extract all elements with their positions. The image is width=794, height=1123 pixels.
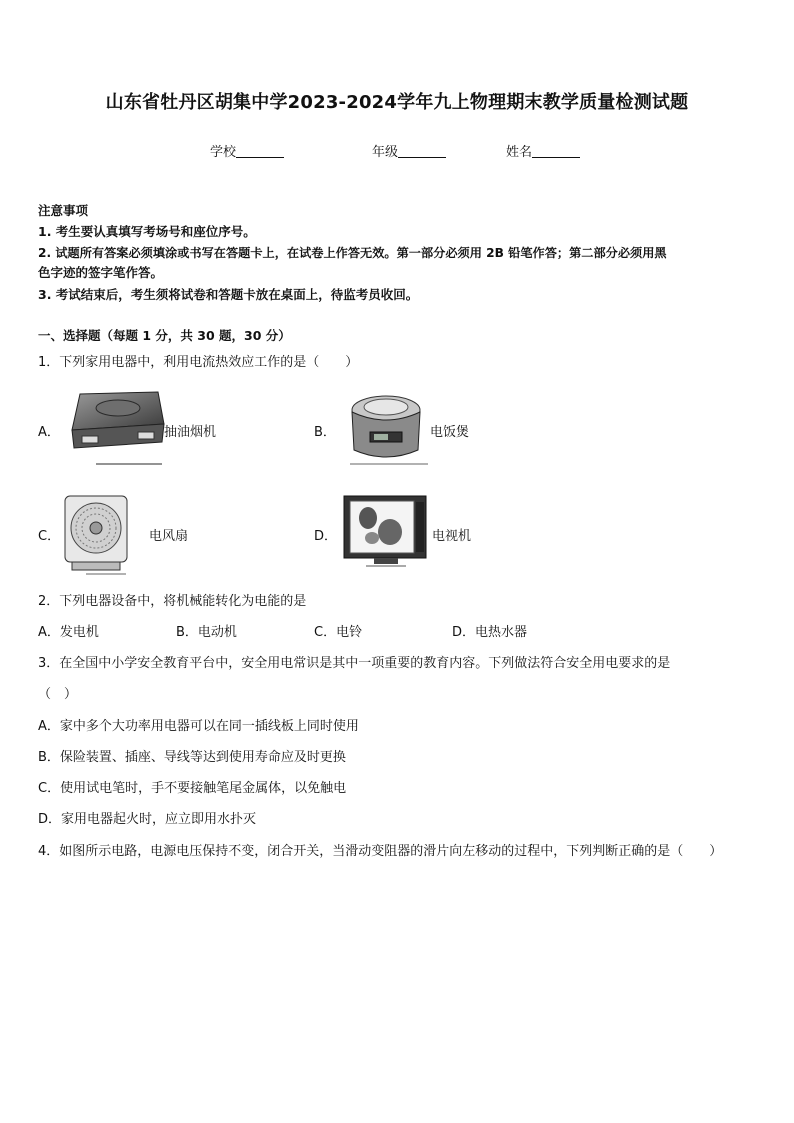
q1-option-c-letter: C． bbox=[38, 529, 61, 544]
q2-option-d: D．电热水器 bbox=[452, 625, 528, 640]
q2-stem: 2．下列电器设备中，将机械能转化为电能的是 bbox=[38, 594, 307, 609]
school-label: 学校 bbox=[210, 145, 237, 160]
q1-option-d-letter: D． bbox=[314, 529, 338, 544]
q1-option-d-label: 电视机 bbox=[432, 529, 472, 544]
q3-option-d: D．家用电器起火时，应立即用水扑灭 bbox=[38, 812, 257, 827]
grade-label: 年级 bbox=[372, 145, 399, 160]
q2-option-b: B．电动机 bbox=[176, 625, 237, 640]
q1-option-b-letter: B． bbox=[314, 425, 336, 440]
q2-option-a: A．发电机 bbox=[38, 625, 99, 640]
notes-heading: 注意事项 bbox=[38, 203, 89, 218]
q1-stem: 1．下列家用电器中，利用电流热效应工作的是（ ） bbox=[38, 355, 359, 370]
q1-option-c-label: 电风扇 bbox=[149, 529, 189, 544]
note-item-3: 3. 考试结束后，考生须将试卷和答题卡放在桌面上，待监考员收回。 bbox=[38, 287, 419, 302]
rice-cooker-icon bbox=[344, 388, 428, 468]
name-field bbox=[506, 141, 580, 160]
q3-stem-line1: 3．在全国中小学安全教育平台中，安全用电常识是其中一项重要的教育内容。下列做法符合安全用电要求的是 bbox=[38, 656, 671, 671]
exam-title: 山东省牡丹区胡集中学2023-2024学年九上物理期末教学质量检测试题 bbox=[105, 92, 689, 113]
school-field bbox=[210, 141, 284, 160]
q4-stem: 4．如图所示电路，电源电压保持不变，闭合开关，当滑动变阻器的滑片向左移动的过程中，下列判断正确的是（ ） bbox=[38, 844, 723, 859]
grade-blank bbox=[398, 144, 446, 158]
note-item-1: 1. 考生要认真填写考场号和座位序号。 bbox=[38, 224, 256, 239]
q1-option-a-label: 抽油烟机 bbox=[164, 425, 217, 440]
q3-option-a: A．家中多个大功率用电器可以在同一插线板上同时使用 bbox=[38, 719, 359, 734]
name-blank bbox=[532, 144, 580, 158]
name-label: 姓名 bbox=[506, 145, 533, 160]
q3-stem-line2: （ ） bbox=[38, 687, 78, 702]
note-item-2b: 色字迹的签字笔作答。 bbox=[38, 265, 164, 280]
q3-option-c: C．使用试电笔时，手不要接触笔尾金属体，以免触电 bbox=[38, 781, 347, 796]
range-hood-icon bbox=[66, 390, 166, 468]
q3-option-b: B．保险装置、插座、导线等达到使用寿命应及时更换 bbox=[38, 750, 346, 765]
television-icon bbox=[342, 494, 428, 570]
q1-option-b-label: 电饭煲 bbox=[430, 425, 470, 440]
electric-fan-icon bbox=[62, 494, 130, 576]
note-item-2a: 2. 试题所有答案必须填涂或书写在答题卡上，在试卷上作答无效。第一部分必须用 2B 铅笔作答；第二部分必须用黑 bbox=[38, 246, 667, 260]
q1-option-a-letter: A． bbox=[38, 425, 60, 440]
section-heading: 一、选择题（每题 1 分，共 30 题，30 分） bbox=[38, 328, 291, 343]
q2-option-c: C．电铃 bbox=[314, 625, 363, 640]
grade-field bbox=[372, 141, 446, 160]
school-blank bbox=[236, 144, 284, 158]
